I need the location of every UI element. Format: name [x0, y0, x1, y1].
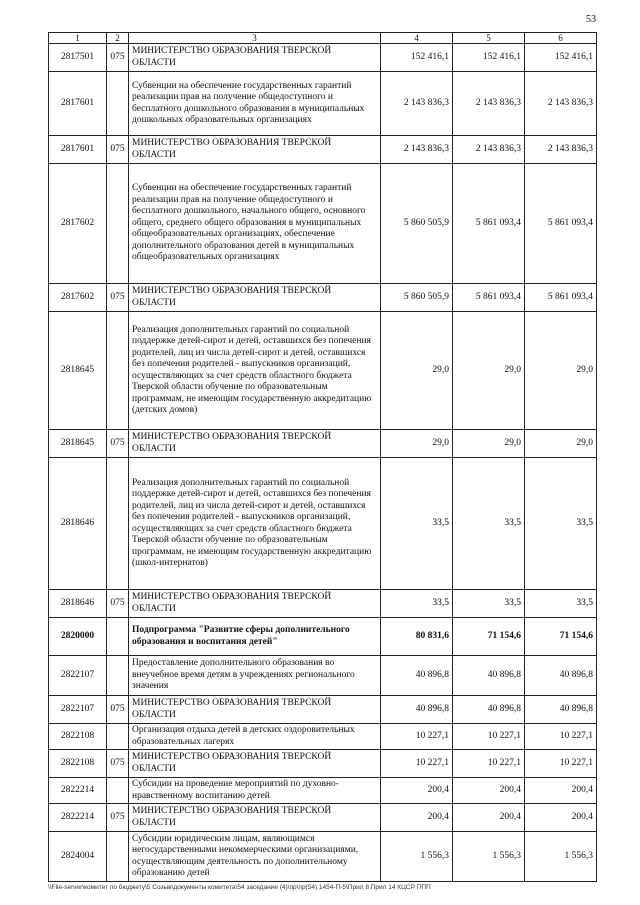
value-cell: 10 227,1 [453, 724, 525, 750]
code-cell: 2817601 [49, 72, 107, 136]
file-path-footer: \\File-server\комитет по бюджету\5 Созыв\документы комитета\54 заседание (4)\пр\пр(54) 1454-П-5\Прил 8 Прил 14 КЦСР ППП [48, 884, 431, 891]
value-cell: 5 861 093,4 [453, 164, 525, 284]
value-cell: 33,5 [381, 458, 453, 590]
name-cell: МИНИСТЕРСТВО ОБРАЗОВАНИЯ ТВЕРСКОЙ ОБЛАСТИ [129, 696, 381, 724]
dept-cell [107, 164, 129, 284]
value-cell: 29,0 [525, 312, 597, 430]
value-cell: 200,4 [525, 804, 597, 832]
dept-cell [107, 724, 129, 750]
value-cell: 1 556,3 [525, 832, 597, 882]
value-cell: 29,0 [381, 312, 453, 430]
value-cell: 5 861 093,4 [525, 164, 597, 284]
name-cell: МИНИСТЕРСТВО ОБРАЗОВАНИЯ ТВЕРСКОЙ ОБЛАСТИ [129, 750, 381, 778]
value-cell: 33,5 [381, 590, 453, 618]
col-header: 4 [381, 33, 453, 44]
value-cell: 200,4 [453, 804, 525, 832]
table-row [49, 44, 597, 72]
value-cell: 2 143 836,3 [525, 136, 597, 164]
code-cell: 2822107 [49, 656, 107, 696]
table-row [49, 778, 597, 804]
table-row [49, 164, 597, 284]
table-row-subprogram [49, 618, 597, 656]
value-cell: 80 831,6 [381, 618, 453, 656]
code-cell: 2818646 [49, 590, 107, 618]
value-cell: 152 416,1 [525, 44, 597, 72]
value-cell: 29,0 [453, 312, 525, 430]
value-cell: 33,5 [453, 458, 525, 590]
value-cell: 40 896,8 [525, 696, 597, 724]
value-cell: 40 896,8 [381, 656, 453, 696]
value-cell: 71 154,6 [453, 618, 525, 656]
col-header: 2 [107, 33, 129, 44]
name-cell: Подпрограмма "Развитие сферы дополнительного образования и воспитания детей" [129, 618, 381, 656]
code-cell: 2822108 [49, 750, 107, 778]
code-cell: 2818646 [49, 458, 107, 590]
value-cell: 200,4 [381, 778, 453, 804]
code-cell: 2818645 [49, 430, 107, 458]
value-cell: 33,5 [453, 590, 525, 618]
dept-cell: 075 [107, 750, 129, 778]
budget-table [48, 32, 597, 882]
value-cell: 5 861 093,4 [453, 284, 525, 312]
value-cell: 2 143 836,3 [525, 72, 597, 136]
name-cell: Субсидии на проведение мероприятий по духовно-нравственному воспитанию детей [129, 778, 381, 804]
name-cell: Предоставление дополнительного образования во внеучебное время детям в учреждениях регионального значения [129, 656, 381, 696]
col-header: 1 [49, 33, 107, 44]
dept-cell: 075 [107, 430, 129, 458]
table-row [49, 430, 597, 458]
dept-cell: 075 [107, 136, 129, 164]
value-cell: 10 227,1 [453, 750, 525, 778]
value-cell: 40 896,8 [525, 656, 597, 696]
value-cell: 40 896,8 [453, 696, 525, 724]
name-cell: Организация отдыха детей в детских оздоровительных образовательных лагерях [129, 724, 381, 750]
name-cell: МИНИСТЕРСТВО ОБРАЗОВАНИЯ ТВЕРСКОЙ ОБЛАСТИ [129, 590, 381, 618]
table-row [49, 656, 597, 696]
value-cell: 1 556,3 [453, 832, 525, 882]
value-cell: 29,0 [525, 430, 597, 458]
dept-cell [107, 778, 129, 804]
col-header: 5 [453, 33, 525, 44]
col-header: 6 [525, 33, 597, 44]
value-cell: 5 861 093,4 [525, 284, 597, 312]
code-cell: 2822108 [49, 724, 107, 750]
col-header: 3 [129, 33, 381, 44]
dept-cell: 075 [107, 44, 129, 72]
value-cell: 1 556,3 [381, 832, 453, 882]
value-cell: 2 143 836,3 [453, 72, 525, 136]
dept-cell: 075 [107, 696, 129, 724]
dept-cell [107, 656, 129, 696]
value-cell: 200,4 [525, 778, 597, 804]
table-row [49, 750, 597, 778]
value-cell: 10 227,1 [525, 750, 597, 778]
value-cell: 10 227,1 [525, 724, 597, 750]
dept-cell [107, 72, 129, 136]
name-cell: Субвенции на обеспечение государственных гарантий реализации прав на получение общедоступного и бесплатного дошкольного образования в муниципальных дошкольных образовательных организациях [129, 72, 381, 136]
name-cell: Реализация дополнительных гарантий по социальной поддержке детей-сирот и детей, оставшихся без попечения родителей, лиц из числа детей-сирот и детей, оставшихся без попечения родителей - выпускников организаций, осуществляющих за счет средств областного бюджета Тверской области обучение по образовательным программам, не имеющим государственную аккредитацию (школ-интернатов) [129, 458, 381, 590]
code-cell: 2820000 [49, 618, 107, 656]
table-row [49, 832, 597, 882]
value-cell: 5 860 505,9 [381, 164, 453, 284]
name-cell: МИНИСТЕРСТВО ОБРАЗОВАНИЯ ТВЕРСКОЙ ОБЛАСТИ [129, 44, 381, 72]
name-cell: Субсидии юридическим лицам, являющимся негосударственными некоммерческими организациями, осуществляющим деятельность по дополнительному образованию детей [129, 832, 381, 882]
value-cell: 29,0 [381, 430, 453, 458]
code-cell: 2817602 [49, 164, 107, 284]
name-cell: МИНИСТЕРСТВО ОБРАЗОВАНИЯ ТВЕРСКОЙ ОБЛАСТИ [129, 804, 381, 832]
name-cell: Реализация дополнительных гарантий по социальной поддержке детей-сирот и детей, оставшихся без попечения родителей, лиц из числа детей-сирот и детей, оставшихся без попечения родителей - выпускников организаций, осуществляющих за счет средств областного бюджета Тверской области обучение по образовательным программам, не имеющим государственную аккредитацию (детских домов) [129, 312, 381, 430]
dept-cell: 075 [107, 284, 129, 312]
page-number: 53 [586, 14, 596, 25]
value-cell: 33,5 [525, 590, 597, 618]
code-cell: 2822214 [49, 804, 107, 832]
value-cell: 10 227,1 [381, 724, 453, 750]
value-cell: 29,0 [453, 430, 525, 458]
value-cell: 2 143 836,3 [453, 136, 525, 164]
value-cell: 10 227,1 [381, 750, 453, 778]
code-cell: 2818645 [49, 312, 107, 430]
name-cell: МИНИСТЕРСТВО ОБРАЗОВАНИЯ ТВЕРСКОЙ ОБЛАСТИ [129, 430, 381, 458]
table-row [49, 312, 597, 430]
table-row [49, 72, 597, 136]
code-cell: 2822107 [49, 696, 107, 724]
dept-cell [107, 618, 129, 656]
name-cell: МИНИСТЕРСТВО ОБРАЗОВАНИЯ ТВЕРСКОЙ ОБЛАСТИ [129, 284, 381, 312]
dept-cell [107, 312, 129, 430]
dept-cell: 075 [107, 590, 129, 618]
table-row [49, 696, 597, 724]
code-cell: 2817602 [49, 284, 107, 312]
value-cell: 152 416,1 [453, 44, 525, 72]
header-row [49, 33, 597, 44]
value-cell: 33,5 [525, 458, 597, 590]
name-cell: Субвенции на обеспечение государственных гарантий реализации прав на получение общедоступного и бесплатного дошкольного, начального общего, основного общего, среднего общего образования в муниципальных общеобразовательных организациях, обеспечение дополнительного образования детей в муниципальных общеобразовательных организациях [129, 164, 381, 284]
dept-cell [107, 832, 129, 882]
dept-cell: 075 [107, 804, 129, 832]
name-cell: МИНИСТЕРСТВО ОБРАЗОВАНИЯ ТВЕРСКОЙ ОБЛАСТИ [129, 136, 381, 164]
code-cell: 2824004 [49, 832, 107, 882]
value-cell: 200,4 [453, 778, 525, 804]
value-cell: 2 143 836,3 [381, 72, 453, 136]
table-row [49, 284, 597, 312]
value-cell: 152 416,1 [381, 44, 453, 72]
table-row [49, 804, 597, 832]
table-row [49, 136, 597, 164]
value-cell: 200,4 [381, 804, 453, 832]
value-cell: 71 154,6 [525, 618, 597, 656]
table-row [49, 724, 597, 750]
dept-cell [107, 458, 129, 590]
code-cell: 2822214 [49, 778, 107, 804]
code-cell: 2817601 [49, 136, 107, 164]
value-cell: 40 896,8 [381, 696, 453, 724]
code-cell: 2817501 [49, 44, 107, 72]
value-cell: 5 860 505,9 [381, 284, 453, 312]
table-row [49, 458, 597, 590]
table-row [49, 590, 597, 618]
value-cell: 40 896,8 [453, 656, 525, 696]
value-cell: 2 143 836,3 [381, 136, 453, 164]
